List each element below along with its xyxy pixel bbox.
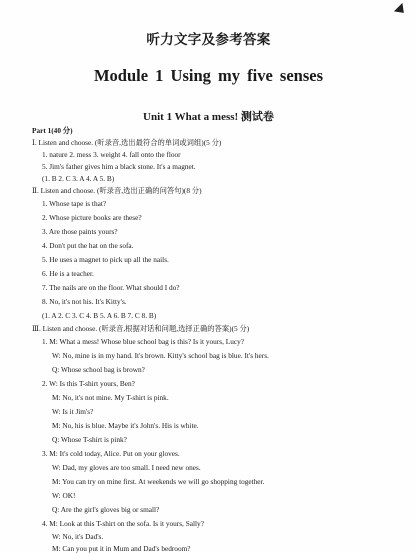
section-1-line: 1. nature 2. mess 3. weight 4. fall onto the floor (42, 150, 181, 159)
section-3-line: 2. W: Is this T-shirt yours, Ben? (42, 379, 135, 388)
document-title: 听力文字及参考答案 (146, 32, 271, 48)
section-3-line: Q: Are the girl's gloves big or small? (52, 505, 160, 514)
unit-title: Unit 1 What a mess! 测试卷 (143, 111, 274, 123)
section-2-line: 7. The nails are on the floor. What should I do? (42, 283, 180, 292)
section-3-line: M: No, it's not mine. My T-shirt is pink. (52, 393, 169, 402)
page-corner-marker (394, 3, 408, 17)
section-3-line: Q: Whose school bag is brown? (52, 365, 145, 374)
section-2-line: 3. Are those paints yours? (42, 227, 118, 236)
section-2-line: 1. Whose tape is that? (42, 199, 107, 208)
section-3-heading: Ⅲ. Listen and choose. (听录音,根据对话和问题,选择正确的答案)(5 分) (32, 324, 250, 333)
section-2-line: 6. He is a teacher. (42, 269, 94, 278)
section-2-line: 5. He uses a magnet to pick up all the nails. (42, 255, 169, 264)
section-3-line: W: OK! (52, 491, 76, 500)
section-3-line: W: Dad, my gloves are too small. I need new ones. (52, 463, 201, 472)
section-2-heading: Ⅱ. Listen and choose. (听录音,选出正确的问答句)(8 分) (32, 186, 202, 195)
section-3-line: 4. M: Look at this T-shirt on the sofa. Is it yours, Sally? (42, 519, 204, 528)
section-3-line: M: Can you put it in Mum and Dad's bedroom? (52, 544, 191, 553)
section-2-line: 8. No, it's not his. It's Kitty's. (42, 297, 127, 306)
section-2-line: 2. Whose picture books are these? (42, 213, 142, 222)
section-3-line: 3. M: It's cold today, Alice. Put on your gloves. (42, 449, 180, 458)
section-1-answers: (1. B 2. C 3. A 4. A 5. B) (42, 174, 115, 183)
part-heading: Part 1(40 分) (32, 126, 73, 135)
section-3-line: M: No, his is blue. Maybe it's John's. His is white. (52, 421, 199, 430)
section-3-line: 1. M: What a mess! Whose blue school bag is this? Is it yours, Lucy? (42, 337, 244, 346)
section-3-line: M: You can try on mine first. At weekends we will go shopping together. (52, 477, 265, 486)
section-3-line: Q: Whose T-shirt is pink? (52, 435, 127, 444)
section-1-line: 5. Jim's father gives him a black stone. It's a magnet. (42, 162, 196, 171)
section-3-line: W: No, it's Dad's. (52, 532, 104, 541)
section-1-heading: Ⅰ. Listen and choose. (听录音,选出最符合的单词或词组)(5 分) (32, 138, 222, 147)
section-2-answers: (1. A 2. C 3. C 4. B 5. A 6. B 7. C 8. B) (42, 311, 157, 320)
section-2-line: 4. Don't put the hat on the sofa. (42, 241, 134, 250)
section-3-line: W: No, mine is in my hand. It's brown. Kitty's school bag is blue. It's hers. (52, 351, 269, 360)
module-title: Module 1 Using my five senses (93, 66, 324, 85)
section-3-line: W: Is it Jim's? (52, 407, 94, 416)
